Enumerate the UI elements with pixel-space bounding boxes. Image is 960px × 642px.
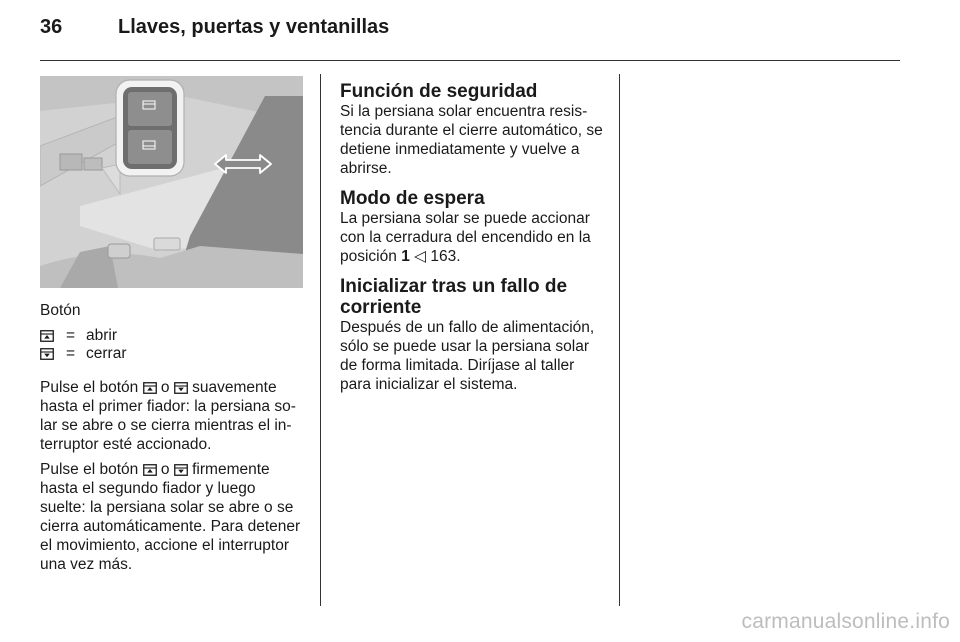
text-fragment: suavemente hasta el primer fiador: la persiana solar se abre o se cierra mientras el interruptor esté accionado. [40, 379, 296, 453]
text-fragment: Pulse el botón [40, 379, 139, 396]
sunshade-switch-figure [40, 76, 303, 288]
paragraph-soft-press [40, 378, 304, 454]
text-fragment: o [160, 379, 170, 396]
sunshade-open-icon [143, 464, 157, 476]
text-security: Si la persiana solar encuentra resistencia durante el cierre automático, se detiene inmediatamente y vuelve a abrirse. [340, 103, 603, 177]
text-fragment: firmemente hasta el segundo fiador y luego suelte: la persiana solar se abre o se cierra automáticamente. Para detener el movimiento, accione el interruptor una vez más. [40, 461, 301, 573]
text-fragment: o [160, 461, 170, 478]
right-column [340, 76, 608, 394]
section-reset [340, 276, 608, 394]
heading-reset: Inicializar tras un fallo de corriente [340, 276, 568, 318]
legend-row-open [40, 327, 304, 345]
legend-label-open: abrir [86, 327, 118, 344]
legend-row-close [40, 345, 304, 363]
sunshade-close-icon [174, 464, 188, 476]
legend-equals: = [66, 345, 76, 362]
left-column [40, 76, 304, 574]
watermark: carmanualsonline.info [741, 610, 950, 633]
legend-label-close: cerrar [86, 345, 127, 362]
figure-caption: Botón [40, 302, 81, 319]
section-standby [340, 188, 608, 266]
text-fragment: Pulse el botón [40, 461, 139, 478]
legend-equals: = [66, 327, 76, 344]
page-reference-arrow-icon: ◁ [414, 248, 427, 265]
text-fragment: La persiana solar se puede accionar con la cerradura del encendido en la posición [340, 210, 591, 265]
sunshade-open-icon [143, 382, 157, 394]
text-reset: Después de un fallo de alimentación, sólo se puede usar la persiana solar de forma limitada. Diríjase al taller para inicializar el sistema. [340, 319, 595, 393]
sunshade-close-icon [40, 348, 66, 360]
text-standby [340, 209, 608, 266]
page-reference[interactable]: 163. [430, 248, 461, 265]
column-divider-right [619, 74, 620, 606]
ignition-position: 1 [401, 248, 410, 265]
header-divider [40, 60, 900, 61]
paragraph-firm-press [40, 460, 304, 574]
heading-standby: Modo de espera [340, 188, 485, 209]
sunshade-open-icon [40, 330, 66, 342]
column-divider-left [320, 74, 321, 606]
sunshade-close-icon [174, 382, 188, 394]
heading-security: Función de seguridad [340, 81, 538, 102]
page-number: 36 [40, 16, 63, 38]
section-security [340, 81, 608, 178]
button-legend [40, 327, 304, 363]
section-title: Llaves, puertas y ventanillas [118, 16, 390, 38]
